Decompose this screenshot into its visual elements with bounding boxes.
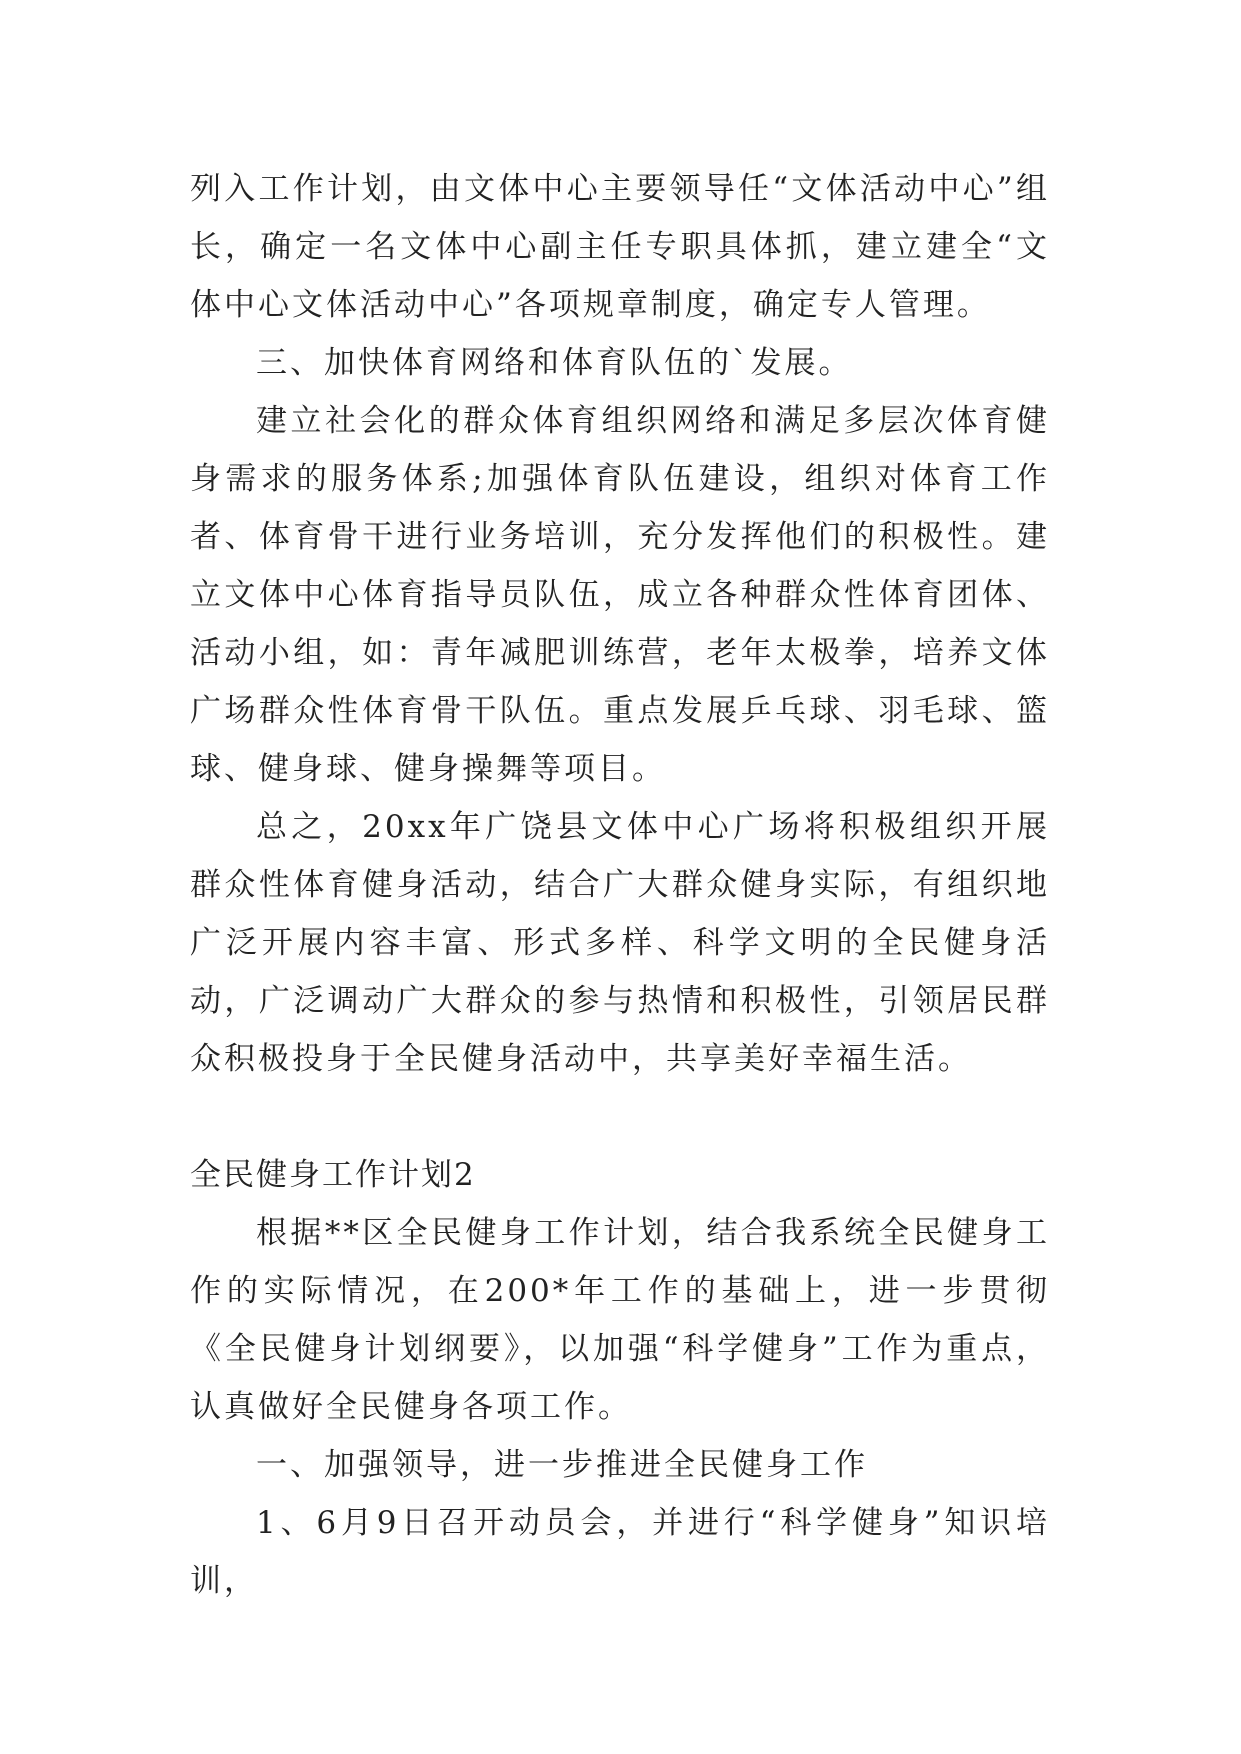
section-spacer [190,1088,1050,1146]
heading-section-one: 一、加强领导，进一步推进全民健身工作 [256,1447,868,1483]
paragraph-intro: 根据**区全民健身工作计划，结合我系统全民健身工作的实际情况，在200*年工作的基础上，进一步贯彻《全民健身计划纲要》，以加强“科学健身”工作为重点，认真做好全民健身各项工作。 [190,1215,1050,1425]
paragraph-sports-network: 建立社会化的群众体育组织网络和满足多层次体育健身需求的服务体系;加强体育队伍建设，组织对体育工作者、体育骨干进行业务培训，充分发挥他们的积极性。建立文体中心体育指导员队伍，成立各种群众性体育团体、活动小组，如：青年减肥训练营，老年太极拳，培养文体广场群众性体育骨干队伍。重点发展乒乓球、羽毛球、篮球、健身球、健身操舞等项目。 [190,403,1050,787]
paragraph-item-one: 1、6月9日召开动员会，并进行“科学健身”知识培训， [190,1505,1050,1599]
document-body [190,160,1050,1610]
section-title: 全民健身工作计划2 [190,1157,476,1193]
heading-section-three: 三、加快体育网络和体育队伍的`发展。 [256,345,853,381]
paragraph-summary: 总之，20xx年广饶县文体中心广场将积极组织开展群众性体育健身活动，结合广大群众健身实际，有组织地广泛开展内容丰富、形式多样、科学文明的全民健身活动，广泛调动广大群众的参与热情和积极性，引领居民群众积极投身于全民健身活动中，共享美好幸福生活。 [190,809,1050,1077]
paragraph-work-plan-continuation: 列入工作计划，由文体中心主要领导任“文体活动中心”组长，确定一名文体中心副主任专职具体抓，建立建全“文体中心文体活动中心”各项规章制度，确定专人管理。 [190,171,1050,323]
